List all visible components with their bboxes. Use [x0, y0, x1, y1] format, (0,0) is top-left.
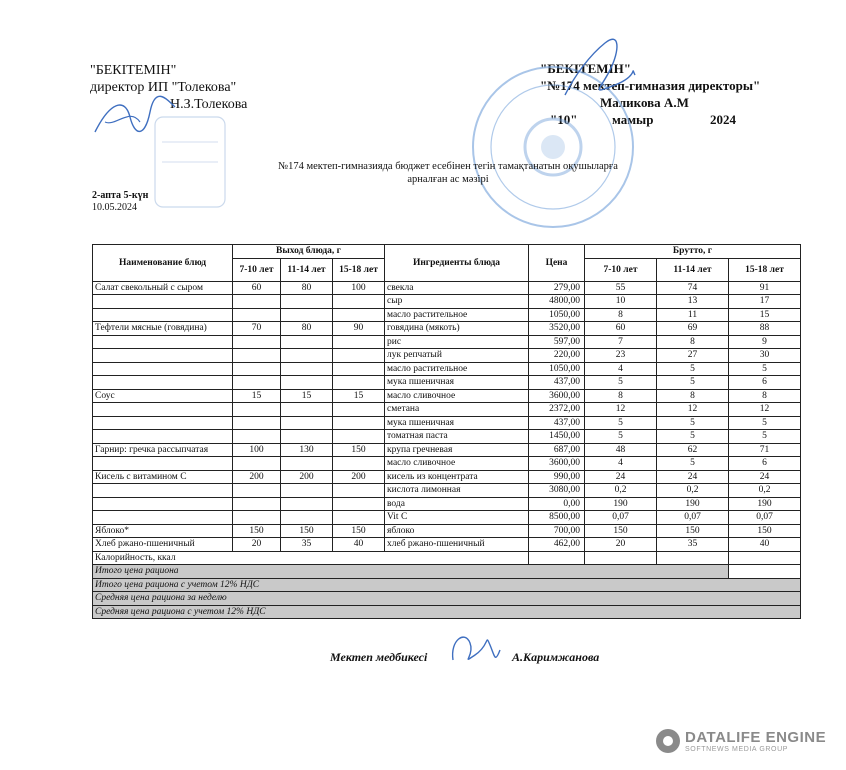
cell-o1: 60 — [233, 281, 281, 295]
table-row — [93, 349, 801, 363]
cell-dish: Соус — [93, 389, 233, 403]
output-age-1: 7-10 лет — [233, 258, 281, 281]
cell-o2: 200 — [281, 470, 333, 484]
cell-o1: 70 — [233, 322, 281, 336]
cell-b1: 60 — [585, 322, 657, 336]
menu-table-body — [93, 281, 801, 551]
cell-b3: 9 — [729, 335, 801, 349]
cell-price: 1050,00 — [529, 362, 585, 376]
cell-o2 — [281, 511, 333, 525]
cell-o3: 15 — [333, 389, 385, 403]
cell-o3 — [333, 349, 385, 363]
table-row — [93, 430, 801, 444]
cell-b1: 5 — [585, 416, 657, 430]
cell-b1: 4 — [585, 457, 657, 471]
cell-o3 — [333, 511, 385, 525]
cell-o2 — [281, 416, 333, 430]
cell-o3 — [333, 335, 385, 349]
cell-ing: свекла — [385, 281, 529, 295]
cell-o2: 80 — [281, 281, 333, 295]
cell-ing: кисель из концентрата — [385, 470, 529, 484]
cell-b2: 11 — [657, 308, 729, 322]
table-row — [93, 389, 801, 403]
cell-o1 — [233, 362, 281, 376]
cell-dish: Яблоко* — [93, 524, 233, 538]
cell-dish — [93, 308, 233, 322]
brutto-age-2: 11-14 лет — [657, 258, 729, 281]
cell-b3: 40 — [729, 538, 801, 552]
cell-price: 700,00 — [529, 524, 585, 538]
cell-dish: Гарнир: гречка рассыпчатая — [93, 443, 233, 457]
cell-price: 3080,00 — [529, 484, 585, 498]
cell-o1: 15 — [233, 389, 281, 403]
cell-dish — [93, 416, 233, 430]
watermark-title: DATALIFE ENGINE — [685, 729, 827, 746]
cell-o3: 150 — [333, 524, 385, 538]
cell-o1: 150 — [233, 524, 281, 538]
cell-b3: 5 — [729, 430, 801, 444]
cell-o1 — [233, 376, 281, 390]
cell-o1: 100 — [233, 443, 281, 457]
cell-b2: 35 — [657, 538, 729, 552]
approval-date-day: "10" — [550, 112, 578, 127]
cell-o3 — [333, 403, 385, 417]
cell-o1 — [233, 335, 281, 349]
cell-b1: 55 — [585, 281, 657, 295]
brutto-age-1: 7-10 лет — [585, 258, 657, 281]
cell-b1: 8 — [585, 308, 657, 322]
calories-label: Калорийность, ккал — [93, 551, 529, 565]
datalife-logo-icon — [655, 728, 681, 754]
cell-b2: 190 — [657, 497, 729, 511]
total-label: Итого цена рациона — [93, 565, 729, 579]
menu-title: №174 мектеп-гимназияда бюджет есебінен тегін тамақтанатын оқушыларға арналған ас мәзірі — [278, 161, 618, 185]
cell-o2 — [281, 335, 333, 349]
cell-ing: сыр — [385, 295, 529, 309]
avg-week-row — [93, 592, 801, 606]
cell-dish: Хлеб ржано-пшеничный — [93, 538, 233, 552]
cell-b3: 5 — [729, 362, 801, 376]
cell-b2: 8 — [657, 389, 729, 403]
cell-b1: 4 — [585, 362, 657, 376]
cell-o3 — [333, 457, 385, 471]
cell-o2 — [281, 430, 333, 444]
cell-ing: сметана — [385, 403, 529, 417]
table-row — [93, 511, 801, 525]
cell-ing: мука пшеничная — [385, 376, 529, 390]
cell-o3: 150 — [333, 443, 385, 457]
cell-ing: рис — [385, 335, 529, 349]
cell-b1: 23 — [585, 349, 657, 363]
table-row — [93, 281, 801, 295]
cell-o1 — [233, 497, 281, 511]
cell-price: 1050,00 — [529, 308, 585, 322]
cell-price: 3600,00 — [529, 389, 585, 403]
cell-dish — [93, 430, 233, 444]
cell-b2: 5 — [657, 430, 729, 444]
medic-signature-icon — [445, 625, 505, 670]
cell-b2: 24 — [657, 470, 729, 484]
cell-price: 220,00 — [529, 349, 585, 363]
table-row — [93, 538, 801, 552]
approval-left-org: "БЕКІТЕМІН" — [90, 63, 177, 78]
col-ingredients-header: Ингредиенты блюда — [385, 245, 529, 282]
cell-b3: 12 — [729, 403, 801, 417]
approval-right-position: "№174 мектеп-гимназия директоры" — [540, 78, 761, 93]
cell-dish — [93, 376, 233, 390]
cell-ing: масло сливочное — [385, 457, 529, 471]
cell-b3: 30 — [729, 349, 801, 363]
table-row — [93, 308, 801, 322]
table-row — [93, 362, 801, 376]
cell-b3: 91 — [729, 281, 801, 295]
cell-price: 3600,00 — [529, 457, 585, 471]
week-info — [92, 190, 148, 214]
cell-o3: 40 — [333, 538, 385, 552]
output-age-2: 11-14 лет — [281, 258, 333, 281]
cell-dish — [93, 295, 233, 309]
table-row — [93, 295, 801, 309]
cell-price: 8500,00 — [529, 511, 585, 525]
cell-o2 — [281, 295, 333, 309]
cell-o3 — [333, 308, 385, 322]
table-row — [93, 443, 801, 457]
cell-o3: 200 — [333, 470, 385, 484]
cell-ing: масло сливочное — [385, 389, 529, 403]
table-row — [93, 457, 801, 471]
table-row — [93, 524, 801, 538]
brutto-age-3: 15-18 лет — [729, 258, 801, 281]
cell-ing: хлеб ржано-пшеничный — [385, 538, 529, 552]
cell-o1 — [233, 511, 281, 525]
watermark — [655, 728, 826, 754]
col-dish-header: Наименование блюд — [93, 245, 233, 282]
cell-b1: 8 — [585, 389, 657, 403]
table-row — [93, 470, 801, 484]
menu-table — [92, 244, 801, 619]
cell-price: 0,00 — [529, 497, 585, 511]
calories-row — [93, 551, 801, 565]
cell-ing: крупа гречневая — [385, 443, 529, 457]
cell-price: 3520,00 — [529, 322, 585, 336]
medic-name: А.Каримжанова — [512, 650, 600, 664]
cell-b1: 10 — [585, 295, 657, 309]
cell-ing: лук репчатый — [385, 349, 529, 363]
cell-o3: 90 — [333, 322, 385, 336]
cell-b3: 88 — [729, 322, 801, 336]
cell-o1 — [233, 430, 281, 444]
cell-ing: Vit C — [385, 511, 529, 525]
total-row — [93, 565, 801, 579]
cell-ing: масло растительное — [385, 308, 529, 322]
cell-b3: 71 — [729, 443, 801, 457]
cell-b3: 150 — [729, 524, 801, 538]
cell-o2 — [281, 403, 333, 417]
avg-week-label: Средняя цена рациона за неделю — [93, 592, 801, 606]
cell-dish — [93, 362, 233, 376]
left-signature-icon — [90, 92, 180, 142]
approval-left-name: Н.З.Толекова — [170, 97, 248, 112]
cell-o2: 35 — [281, 538, 333, 552]
cell-b2: 0,07 — [657, 511, 729, 525]
cell-price: 2372,00 — [529, 403, 585, 417]
approval-left-position: директор ИП "Толекова" — [90, 80, 237, 95]
cell-o1 — [233, 484, 281, 498]
cell-o3 — [333, 376, 385, 390]
cell-ing: масло растительное — [385, 362, 529, 376]
cell-o2: 15 — [281, 389, 333, 403]
cell-b1: 7 — [585, 335, 657, 349]
col-brutto-header: Брутто, г — [585, 245, 801, 259]
cell-b1: 5 — [585, 430, 657, 444]
cell-o1 — [233, 457, 281, 471]
cell-ing: вода — [385, 497, 529, 511]
cell-b3: 6 — [729, 457, 801, 471]
menu-date: 10.05.2024 — [92, 202, 137, 213]
cell-dish — [93, 335, 233, 349]
week-day: 2-апта 5-күн — [92, 190, 149, 201]
cell-dish: Салат свекольный с сыром — [93, 281, 233, 295]
cell-price: 279,00 — [529, 281, 585, 295]
watermark-subtitle: SOFTNEWS MEDIA GROUP — [685, 746, 789, 753]
total-vat-row — [93, 578, 801, 592]
cell-price: 437,00 — [529, 416, 585, 430]
cell-b3: 8 — [729, 389, 801, 403]
cell-dish — [93, 457, 233, 471]
cell-b1: 5 — [585, 376, 657, 390]
cell-price: 687,00 — [529, 443, 585, 457]
cell-b1: 24 — [585, 470, 657, 484]
cell-b1: 0,07 — [585, 511, 657, 525]
cell-b1: 0,2 — [585, 484, 657, 498]
cell-b1: 20 — [585, 538, 657, 552]
cell-ing: яблоко — [385, 524, 529, 538]
cell-dish — [93, 403, 233, 417]
cell-b2: 0,2 — [657, 484, 729, 498]
cell-b2: 5 — [657, 457, 729, 471]
col-output-header: Выход блюда, г — [233, 245, 385, 259]
cell-price: 1450,00 — [529, 430, 585, 444]
cell-ing: говядина (мякоть) — [385, 322, 529, 336]
cell-o3 — [333, 295, 385, 309]
cell-b3: 0,2 — [729, 484, 801, 498]
cell-b1: 150 — [585, 524, 657, 538]
cell-o3 — [333, 484, 385, 498]
cell-o1 — [233, 349, 281, 363]
cell-b2: 5 — [657, 376, 729, 390]
cell-b1: 190 — [585, 497, 657, 511]
cell-b1: 48 — [585, 443, 657, 457]
cell-o3 — [333, 416, 385, 430]
cell-o1 — [233, 295, 281, 309]
approval-right-name: Маликова А.М — [600, 95, 689, 110]
cell-b2: 8 — [657, 335, 729, 349]
cell-b3: 17 — [729, 295, 801, 309]
cell-price: 437,00 — [529, 376, 585, 390]
cell-o3 — [333, 362, 385, 376]
cell-b2: 5 — [657, 416, 729, 430]
table-row — [93, 484, 801, 498]
cell-price: 462,00 — [529, 538, 585, 552]
table-row — [93, 497, 801, 511]
cell-o2 — [281, 308, 333, 322]
cell-b3: 5 — [729, 416, 801, 430]
cell-b2: 5 — [657, 362, 729, 376]
avg-vat-row — [93, 605, 801, 619]
cell-b1: 12 — [585, 403, 657, 417]
cell-o2 — [281, 484, 333, 498]
medic-label: Мектеп медбикесі — [330, 650, 428, 664]
cell-price: 990,00 — [529, 470, 585, 484]
cell-o2 — [281, 362, 333, 376]
table-row — [93, 376, 801, 390]
cell-o2: 130 — [281, 443, 333, 457]
cell-o3 — [333, 430, 385, 444]
approval-right-org: "БЕКІТЕМІН" — [540, 61, 631, 76]
cell-o2 — [281, 349, 333, 363]
cell-o2 — [281, 376, 333, 390]
cell-b2: 62 — [657, 443, 729, 457]
cell-b3: 24 — [729, 470, 801, 484]
table-row — [93, 335, 801, 349]
cell-b3: 0,07 — [729, 511, 801, 525]
approval-date-year: 2024 — [709, 112, 736, 127]
cell-o2 — [281, 497, 333, 511]
cell-o3: 100 — [333, 281, 385, 295]
cell-price: 4800,00 — [529, 295, 585, 309]
cell-b3: 190 — [729, 497, 801, 511]
right-signature-icon — [560, 35, 640, 105]
cell-o1 — [233, 403, 281, 417]
table-row — [93, 416, 801, 430]
cell-b3: 6 — [729, 376, 801, 390]
avg-vat-label: Средняя цена рациона с учетом 12% НДС — [93, 605, 801, 619]
cell-o1: 20 — [233, 538, 281, 552]
cell-dish — [93, 497, 233, 511]
cell-b2: 150 — [657, 524, 729, 538]
cell-dish: Тефтели мясные (говядина) — [93, 322, 233, 336]
cell-o2: 80 — [281, 322, 333, 336]
cell-b3: 15 — [729, 308, 801, 322]
cell-ing: мука пшеничная — [385, 416, 529, 430]
cell-o1 — [233, 308, 281, 322]
total-vat-label: Итого цена рациона с учетом 12% НДС — [93, 578, 801, 592]
cell-b2: 13 — [657, 295, 729, 309]
cell-b2: 69 — [657, 322, 729, 336]
cell-dish — [93, 484, 233, 498]
col-price-header: Цена — [529, 245, 585, 282]
approval-date-month: мамыр — [611, 112, 654, 127]
cell-o3 — [333, 497, 385, 511]
cell-b2: 74 — [657, 281, 729, 295]
cell-price: 597,00 — [529, 335, 585, 349]
cell-o2: 150 — [281, 524, 333, 538]
cell-ing: кислота лимонная — [385, 484, 529, 498]
table-row — [93, 322, 801, 336]
cell-dish — [93, 511, 233, 525]
output-age-3: 15-18 лет — [333, 258, 385, 281]
cell-dish — [93, 349, 233, 363]
cell-b2: 27 — [657, 349, 729, 363]
cell-o1 — [233, 416, 281, 430]
cell-b2: 12 — [657, 403, 729, 417]
cell-dish: Кисель с витамином С — [93, 470, 233, 484]
table-row — [93, 403, 801, 417]
cell-o1: 200 — [233, 470, 281, 484]
cell-ing: томатная паста — [385, 430, 529, 444]
cell-o2 — [281, 457, 333, 471]
